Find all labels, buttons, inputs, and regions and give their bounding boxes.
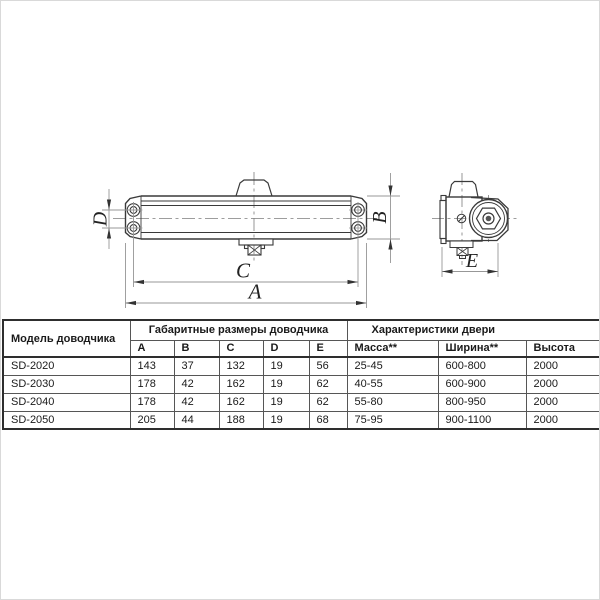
dim-label-c: C xyxy=(235,258,251,283)
specs-table xyxy=(2,319,600,430)
cell-model: SD-2040 xyxy=(3,393,130,411)
col-header-c: C xyxy=(219,340,263,357)
col-header-model: Модель доводчика xyxy=(3,320,130,357)
col-header-dimensions-group: Габаритные размеры доводчика xyxy=(130,320,347,340)
cell-d: 19 xyxy=(263,393,309,411)
col-header-width: Ширина** xyxy=(438,340,526,357)
dimension-e xyxy=(442,243,498,277)
col-header-a: A xyxy=(130,340,174,357)
dim-label-b: B xyxy=(369,211,391,224)
cell-a: 178 xyxy=(130,375,174,393)
table-row xyxy=(3,375,600,393)
door-closer-technical-drawing xyxy=(1,1,600,317)
table-row xyxy=(3,393,600,411)
cell-e: 56 xyxy=(309,357,347,375)
front-view xyxy=(113,172,377,263)
cell-model: SD-2050 xyxy=(3,411,130,429)
mounting-plate-edge xyxy=(440,196,446,244)
cell-b: 42 xyxy=(174,393,219,411)
cell-d: 19 xyxy=(263,411,309,429)
col-header-height: Высота xyxy=(526,340,600,357)
cell-a: 178 xyxy=(130,393,174,411)
cell-width: 900-1100 xyxy=(438,411,526,429)
cell-b: 37 xyxy=(174,357,219,375)
dim-label-d: D xyxy=(89,211,112,227)
col-header-mass: Масса** xyxy=(347,340,438,357)
cell-c: 162 xyxy=(219,375,263,393)
dimension-b xyxy=(367,173,400,263)
cell-height: 2000 xyxy=(526,375,600,393)
cell-d: 19 xyxy=(263,375,309,393)
cell-c: 132 xyxy=(219,357,263,375)
mounting-holes xyxy=(125,204,368,235)
body-rib-lines xyxy=(141,201,351,233)
col-header-b: B xyxy=(174,340,219,357)
table-row xyxy=(3,357,600,375)
col-header-d: D xyxy=(263,340,309,357)
cell-mass: 25-45 xyxy=(347,357,438,375)
cell-width: 600-800 xyxy=(438,357,526,375)
cell-width: 800-950 xyxy=(438,393,526,411)
cell-mass: 75-95 xyxy=(347,411,438,429)
pinion-assembly xyxy=(239,239,273,255)
cell-height: 2000 xyxy=(526,411,600,429)
side-valve-cover xyxy=(449,182,478,198)
cell-a: 143 xyxy=(130,357,174,375)
cell-b: 44 xyxy=(174,411,219,429)
cell-height: 2000 xyxy=(526,393,600,411)
col-header-e: E xyxy=(309,340,347,357)
cell-c: 162 xyxy=(219,393,263,411)
table-row xyxy=(3,411,600,429)
cell-b: 42 xyxy=(174,375,219,393)
cell-e: 62 xyxy=(309,393,347,411)
cell-a: 205 xyxy=(130,411,174,429)
col-header-door-group: Характеристики двери xyxy=(347,320,600,340)
cell-model: SD-2030 xyxy=(3,375,130,393)
cell-mass: 40-55 xyxy=(347,375,438,393)
cell-c: 188 xyxy=(219,411,263,429)
cell-height: 2000 xyxy=(526,357,600,375)
dim-label-e: E xyxy=(465,250,479,272)
cell-e: 62 xyxy=(309,375,347,393)
dim-label-a: A xyxy=(248,279,262,304)
cell-d: 19 xyxy=(263,357,309,375)
cell-mass: 55-80 xyxy=(347,393,438,411)
cell-e: 68 xyxy=(309,411,347,429)
cell-model: SD-2020 xyxy=(3,357,130,375)
pinion-shaft-boss xyxy=(470,200,508,238)
cell-width: 600-900 xyxy=(438,375,526,393)
